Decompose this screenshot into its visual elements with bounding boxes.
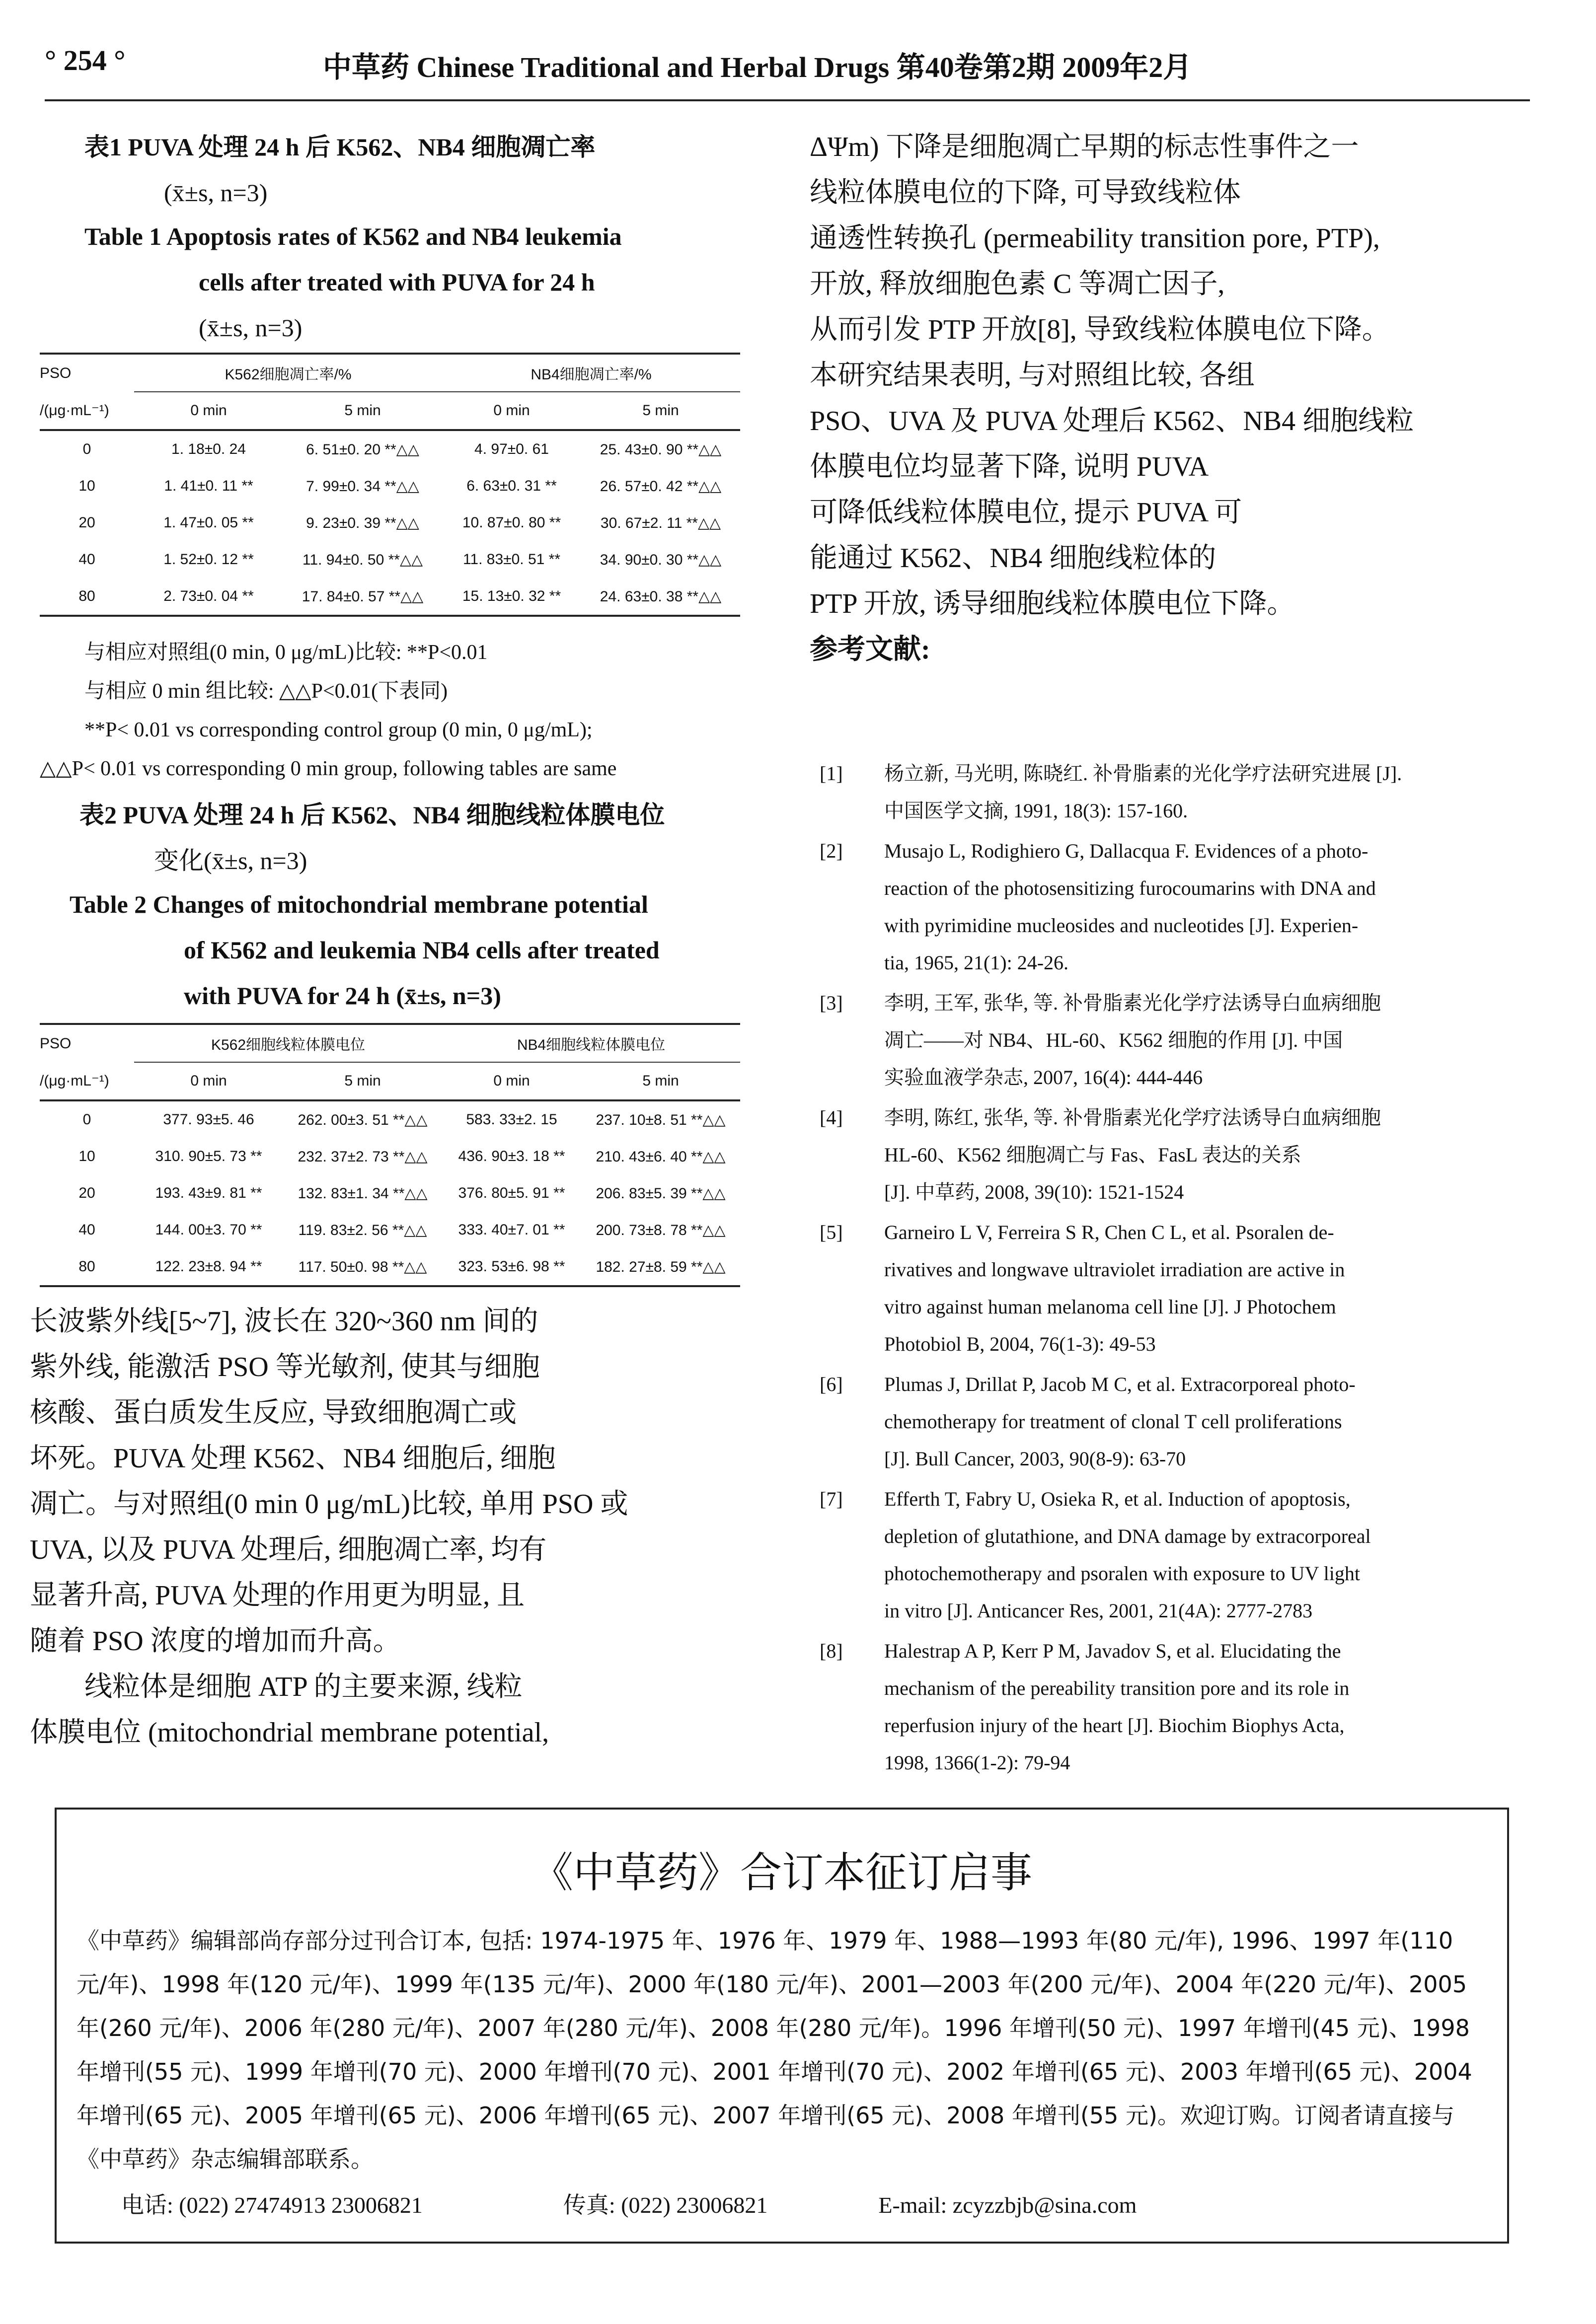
right-body-text: ΔΨm) 下降是细胞凋亡早期的标志性事件之一 线粒体膜电位的下降, 可导致线粒体 通透性转换孔 (permeability transition pore, PTP), 开放, 释放细胞色素 C 等凋亡因子, 从而引发 PTP 开放[8], 导致线粒体膜电位下降。 本研究结果表明, 与对照组比较, 各组 PSO、UVA 及 PUVA 处理后 K562、NB4 细胞线粒 体膜电位均显著下降, 说明 PUVA 可降低线粒体膜电位, 提示 PUVA 可 能通过 K562、NB4 细胞线粒体的 PTP 开放, 诱导细胞线粒体膜电位下降。 参考文献: bbox=[810, 124, 1530, 672]
table2-head-pso: PSO bbox=[40, 1024, 134, 1062]
reference-item: [3] 李明, 王军, 张华, 等. 补骨脂素光化学疗法诱导白血病细胞 凋亡——对 NB4、HL-60、K562 细胞的作用 [J]. 中国 实验血液学杂志, 2007, 16(4): 444-446 bbox=[820, 992, 1381, 1089]
reference-item: [5] Garneiro L V, Ferreira S R, Chen C L, et al. Psoralen de- rivatives and longwave ultraviolet irradiation are active in vitro against human melanoma cell line [J]. J Photochem Photobiol B, 2004, 76(1-3): 49-53 bbox=[820, 1221, 1345, 1355]
reference-list bbox=[820, 755, 1530, 1784]
notice-phone: 电话: (022) 27474913 23006821 bbox=[121, 2192, 423, 2218]
table-row: 0 1. 18±0. 24 6. 51±0. 20 **△△ 4. 97±0. 61 25. 43±0. 90 **△△ bbox=[82, 441, 722, 458]
table-row: 80 2. 73±0. 04 ** 17. 84±0. 57 **△△ 15. 13±0. 32 ** 24. 63±0. 38 **△△ bbox=[40, 578, 740, 616]
table-row: 20 193. 43±9. 81 ** 132. 83±1. 34 **△△ 376. 80±5. 91 ** 206. 83±5. 39 **△△ bbox=[78, 1185, 726, 1202]
header-rule bbox=[45, 99, 1530, 101]
subscription-notice-box bbox=[55, 1808, 1509, 2244]
reference-item: [2] Musajo L, Rodighiero G, Dallacqua F. Evidences of a photo- reaction of the photosensitizing furocoumarins with DNA and with pyrimidine mucleosides and nucleotides [J]. Experien- tia, 1965, 21(1): 24-26. bbox=[820, 840, 1376, 974]
table2-sub-5min: 5 min bbox=[283, 1062, 442, 1100]
notice-title: 《中草药》合订本征订启事 bbox=[531, 1850, 1032, 1896]
table-row: 40 144. 00±3. 70 ** 119. 83±2. 56 **△△ 333. 40±7. 01 ** 200. 73±8. 78 **△△ bbox=[78, 1222, 726, 1238]
table2-sub-0min: 0 min bbox=[442, 1062, 581, 1100]
reference-item: [1] 杨立新, 马光明, 陈晓红. 补骨脂素的光化学疗法研究进展 [J]. 中国医学文摘, 1991, 18(3): 157-160. bbox=[820, 762, 1402, 822]
notice-email: E-mail: zcyzzbjb@sina.com bbox=[878, 2192, 1137, 2218]
table2 bbox=[40, 1023, 740, 1287]
table1-notes: 与相应对照组(0 min, 0 μg/mL)比较: **P<0.01 与相应 0 min 组比较: △△P<0.01(下表同) **P< 0.01 vs corresponding control group (0 min, 0 μg/mL); △△P< 0.01 vs corresponding 0 min group, following tables are same bbox=[40, 641, 617, 780]
references-heading: 参考文献: bbox=[810, 634, 930, 665]
table1-caption-en: Table 1 Apoptosis rates of K562 and NB4 leukemia cells after treated with PUVA for 24 h (x̄±s, n=3) bbox=[84, 222, 622, 342]
notice-text: 《中草药》编辑部尚存部分过刊合订本, 包括: 1974-1975 年、1976 年、1979 年、1988—1993 年(80 元/年), 1996、1997 年(110 元/年)、1998 年(120 元/年)、1999 年(135 元/年)、2000 年(180 元/年)、2001—2003 年(200 元/年)、2004 年(220 元/年)、2005 年(260 元/年)、2006 年(280 元/年)、2007 年(280 元/年)、2008 年(280 元/年)。1996 年增刊(50 元)、1997 年增刊(45 元)、1998 年增刊(55 元)、1999 年增刊(70 元)、2000 年增刊(70 元)、2001 年增刊(70 元)、2002 年增刊(65 元)、2003 年增刊(65 元)、2004 年增刊(65 元)、2005 年增刊(65 元)、2006 年增刊(65 元)、2007 年增刊(65 元)、2008 年增刊(55 元)。欢迎订购。订阅者请直接与《中草药》杂志编辑部联系。 bbox=[76, 1927, 1472, 2173]
reference-item: [6] Plumas J, Drillat P, Jacob M C, et al. Extracorporeal photo- chemotherapy for treatment of clonal T cell proliferations [J]. Bull Cancer, 2003, 90(8-9): 63-70 bbox=[820, 1373, 1356, 1470]
table2-caption-en: Table 2 Changes of mitochondrial membrane potential of K562 and leukemia NB4 cells after treated with PUVA for 24 h (x̄±s, n=3) bbox=[70, 890, 660, 1010]
table1-sub-0min: 0 min bbox=[442, 392, 581, 430]
table2-head-nb4: NB4细胞线粒体膜电位 bbox=[442, 1024, 740, 1062]
table2-sub-5min: 5 min bbox=[581, 1062, 740, 1100]
table1-sub-5min: 5 min bbox=[581, 392, 740, 430]
table-row: 10 310. 90±5. 73 ** 232. 37±2. 73 **△△ 436. 90±3. 18 ** 210. 43±6. 40 **△△ bbox=[78, 1148, 726, 1165]
table-row: 40 1. 52±0. 12 ** 11. 94±0. 50 **△△ 11. 83±0. 51 ** 34. 90±0. 30 **△△ bbox=[78, 551, 722, 568]
left-body-text: 长波紫外线[5~7], 波长在 320~360 nm 间的 紫外线, 能激活 PSO 等光敏剂, 使其与细胞 核酸、蛋白质发生反应, 导致细胞凋亡或 坏死。PUVA 处理 K562、NB4 细胞后, 细胞 凋亡。与对照组(0 min 0 μg/mL)比较, 单用 PSO 或 UVA, 以及 PUVA 处理后, 细胞凋亡率, 均有 显著升高, PUVA 处理的作用更为明显, 且 随着 PSO 浓度的增加而升高。 线粒体是细胞 ATP 的主要来源, 线粒 体膜电位 (mitochondrial membrane potential, bbox=[30, 1306, 628, 1748]
table-row: 0 377. 93±5. 46 262. 00±3. 51 **△△ 583. 33±2. 15 237. 10±8. 51 **△△ bbox=[82, 1111, 726, 1128]
reference-item: [8] Halestrap A P, Kerr P M, Javadov S, et al. Elucidating the mechanism of the pereability transition pore and its role in reperfusion injury of the heart [J]. Biochim Biophys Acta, 1998, 1366(1-2): 79-94 bbox=[820, 1640, 1350, 1774]
table-row: 80 122. 23±8. 94 ** 117. 50±0. 98 **△△ 323. 53±6. 98 ** 182. 27±8. 59 **△△ bbox=[40, 1248, 740, 1286]
table1-sub-0min: 0 min bbox=[134, 392, 283, 430]
table1-sub-5min: 5 min bbox=[283, 392, 442, 430]
table2-head-k562: K562细胞线粒体膜电位 bbox=[134, 1024, 442, 1062]
table1-head-pso: PSO bbox=[40, 354, 134, 392]
reference-item: [7] Efferth T, Fabry U, Osieka R, et al. Induction of apoptosis, depletion of glutathione, and DNA damage by extracorporeal photochemotherapy and psoralen with exposure to UV light in vitro [J]. Anticancer Res, 2001, 21(4A): 2777-2783 bbox=[820, 1488, 1371, 1622]
page-number: ° 254 ° bbox=[45, 44, 126, 76]
table2-sub-0min: 0 min bbox=[134, 1062, 283, 1100]
notice-fax: 传真: (022) 23006821 bbox=[563, 2192, 768, 2218]
table2-caption-cn: 表2 PUVA 处理 24 h 后 K562、NB4 细胞线粒体膜电位 变化(x̄±s, n=3) bbox=[79, 801, 665, 874]
table-row: 20 1. 47±0. 05 ** 9. 23±0. 39 **△△ 10. 87±0. 80 ** 30. 67±2. 11 **△△ bbox=[78, 514, 721, 531]
table1-head-nb4: NB4细胞凋亡率/% bbox=[442, 354, 740, 392]
table-row: 10 1. 41±0. 11 ** 7. 99±0. 34 **△△ 6. 63±0. 31 ** 26. 57±0. 42 **△△ bbox=[78, 478, 722, 495]
running-header bbox=[45, 39, 1555, 93]
table1-head-unit: /(μg·mL⁻¹) bbox=[40, 392, 134, 430]
reference-item: [4] 李明, 陈红, 张华, 等. 补骨脂素光化学疗法诱导白血病细胞 HL-60、K562 细胞凋亡与 Fas、FasL 表达的关系 [J]. 中草药, 2008, 39(10): 1521-1524 bbox=[820, 1106, 1381, 1203]
table1-head-k562: K562细胞凋亡率/% bbox=[134, 354, 442, 392]
notice-contact bbox=[121, 2187, 1462, 2220]
table1-caption-cn: 表1 PUVA 处理 24 h 后 K562、NB4 细胞凋亡率 (x̄±s, n=3) bbox=[84, 133, 596, 207]
table2-head-unit: /(μg·mL⁻¹) bbox=[40, 1062, 134, 1100]
journal-title: 中草药 Chinese Traditional and Herbal Drugs 第40卷第2期 2009年2月 bbox=[323, 51, 1192, 83]
table1 bbox=[40, 353, 740, 617]
